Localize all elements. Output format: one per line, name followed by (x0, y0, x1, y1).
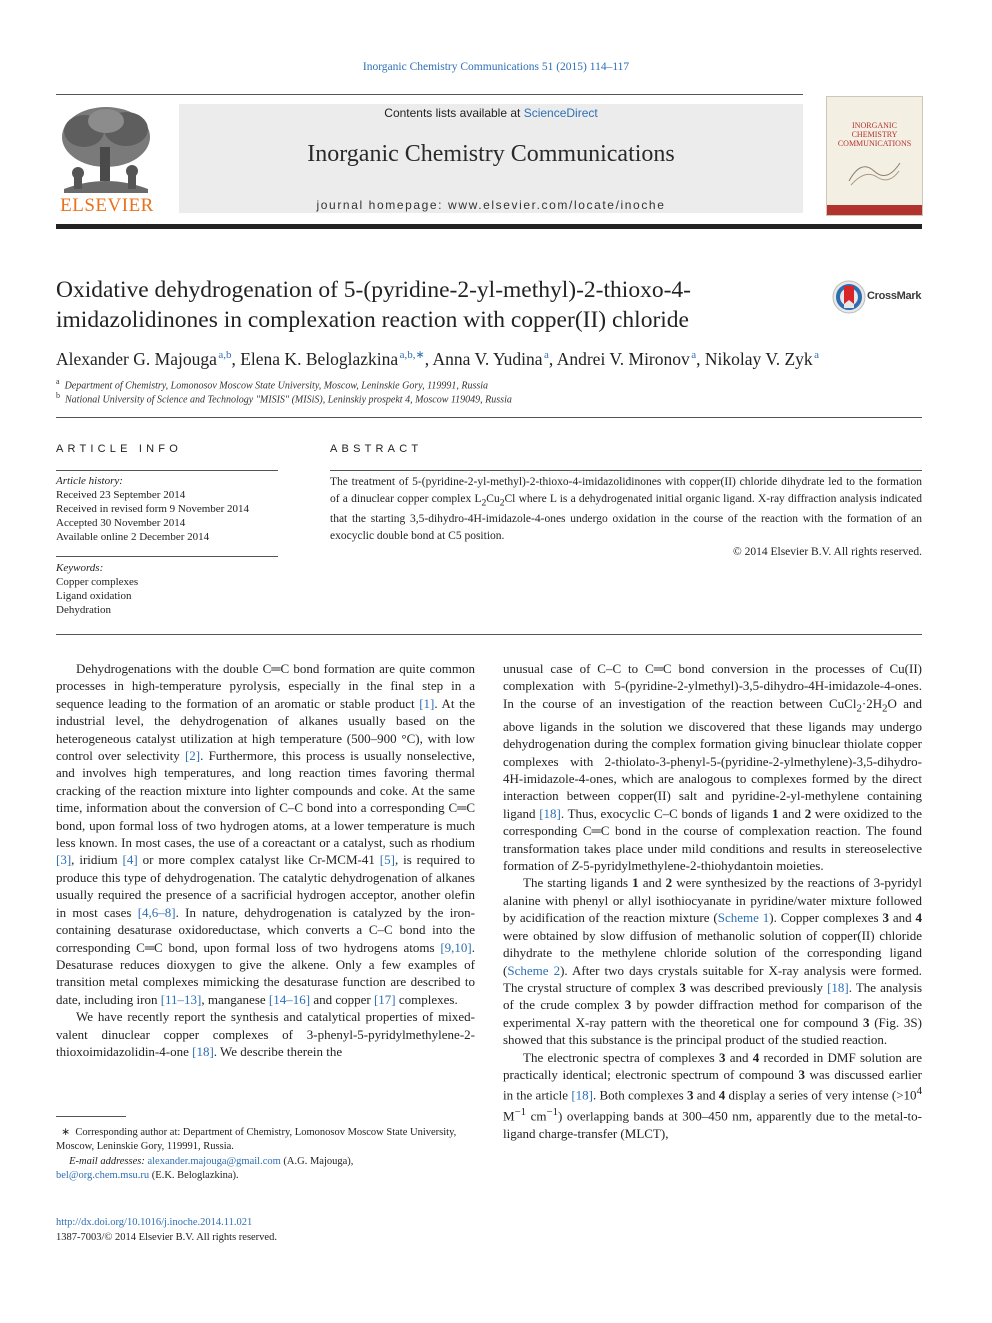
keyword: Dehydration (56, 604, 111, 616)
affiliation-rule (56, 417, 922, 418)
crossmark-icon[interactable] (832, 280, 866, 314)
header-rule (56, 94, 803, 95)
affiliation-b: $^b$ National University of Science and Technology "MISIS" (MISiS), Leninskiy prospekt 4, Moscow 119049, Russia (56, 391, 512, 406)
journal-title: Inorganic Chemistry Communications (307, 141, 675, 167)
reference-link[interactable]: [11–13] (160, 991, 202, 1007)
reference-link[interactable]: [4,6–8] (137, 904, 176, 920)
reference-link[interactable]: [18] (571, 1087, 593, 1103)
keywords: Keywords: Copper complexes Ligand oxidation Dehydration (56, 561, 278, 617)
cover-stripe (827, 205, 922, 215)
article-info-heading: ARTICLE INFO (56, 443, 182, 455)
reference-link[interactable]: [5] (379, 852, 395, 868)
reference-link[interactable]: [18] (827, 979, 849, 995)
reference-link[interactable]: [4] (122, 852, 138, 868)
reference-link[interactable]: [18] (539, 805, 561, 821)
author-affiliation-mark[interactable]: a (544, 349, 549, 361)
author-affiliation-mark[interactable]: a (691, 349, 697, 361)
journal-cover-thumbnail[interactable] (826, 96, 923, 216)
contents-line: Contents lists available at ScienceDirect (384, 106, 598, 120)
author-name[interactable]: Nikolay V. Zyk (704, 348, 813, 369)
author-name[interactable]: Alexander G. Majouga (56, 348, 217, 369)
reference-link[interactable]: [9,10] (440, 939, 472, 955)
email-link[interactable]: bel@org.chem.msu.ru (56, 1170, 150, 1182)
affiliation-a: $^a$ Department of Chemistry, Lomonosov Moscow State University, Moscow, Leninskie Gory, 119991, Russia (56, 377, 489, 392)
reference-link[interactable]: [17] (373, 991, 396, 1007)
abstract-rule (330, 470, 922, 471)
reference-link[interactable]: [3] (56, 852, 72, 868)
cover-art (847, 153, 902, 187)
journal-citation-link[interactable]: Inorganic Chemistry Communications 51 (2015) 114–117 (362, 61, 630, 73)
cover-title: INORGANIC CHEMISTRY COMMUNICATIONS (837, 121, 912, 148)
reference-link[interactable]: [1] (419, 695, 435, 711)
author-affiliation-mark[interactable]: a (814, 349, 819, 361)
abstract-text: The treatment of 5-(pyridine-2-yl-methyl)-2-thioxo-4-imidazolidinones with copper(II) chloride dihydrate led to the formation of a dinuclear copper complex $L_2Cu_2Cl$ where L is a dehydrogenated initial organic ligand. X-ray diffraction analysis indicated that the starting 3,5-dihydro-4H-imidazole-4-ones undergo oxidation in the course of the reaction with the formation of an exocyclic double bond at C5 position. © 2014 Elsevier B.V. All rights reserved. (330, 474, 922, 561)
header-thick-rule (56, 224, 922, 229)
reference-link[interactable]: [14–16] (268, 991, 311, 1007)
abstract-heading: ABSTRACT (330, 443, 423, 455)
reference-link[interactable]: [2] (184, 748, 201, 764)
article-history: Article history: Received 23 September 2014 Received in revised form 9 November 2014 Accepted 30 November 2014 Available online 2 December 2014 (56, 475, 250, 543)
article-info-rule (56, 470, 278, 471)
elsevier-wordmark: ELSEVIER (60, 195, 154, 216)
scheme-link[interactable]: Scheme 1 (717, 910, 770, 926)
reference-link[interactable]: [18] (192, 1043, 214, 1059)
scheme-link[interactable]: Scheme 2 (507, 962, 561, 978)
article-title: Oxidative dehydrogenation of 5-(pyridine-2-yl-methyl)-2-thioxo-4-imidazolidinones in complexation reaction with copper(II) chloride (56, 277, 691, 333)
abstract-copyright: © 2014 Elsevier B.V. All rights reserved. (733, 546, 922, 559)
sciencedirect-link[interactable]: ScienceDirect (523, 106, 598, 120)
author-affiliation-mark[interactable]: a,b (218, 349, 232, 361)
author-name[interactable]: Andrei V. Mironov (556, 348, 690, 369)
article-identifiers (56, 1216, 277, 1245)
doi-link[interactable]: http://dx.doi.org/10.1016/j.inoche.2014.11.021 (56, 1217, 253, 1228)
abstract-end-rule (56, 634, 922, 635)
footnote-rule (56, 1116, 126, 1117)
footnote: ∗ Corresponding author at: Department of Chemistry, Lomonosov Moscow State University, Moscow, Leninskie Gory, 119991, Russia. E-mail addresses: alexander.majouga@gmail.com (A.G. Majouga), bel@org.chem.msu.ru (E.K. Beloglazkina). (56, 1127, 457, 1182)
body-column-right: unusual case of C–C to C═C bond conversion in the processes of Cu(II) complexation with 5-(pyridine-2-ylmethyl)-3,5-dihydro-4H-imidazole-4-ones. In the course of an investigation of the reaction between $CuCl_2\cdot 2H_2O$ and above ligands in the solution we discovered that these ligands may undergo dehydrogenation during the complex formation giving binuclear thiolate copper complexes with 2-thiolato-3-phenyl-5-(pyridine-2-ylmethylene)-3,5-dihydro-4H-imidazole-4-ones, which are analogous to complexes formed by the direct interaction between copper(II) salt and pyridine-2-yl-methylene containing ligand [18]. Thus, exocyclic C–C bonds of ligands 1 and 2 were oxidized to the corresponding C═C bond in the course of complexation reaction. The found transformation takes place under mild conditions and results in stereoselective formation of Z-5-pyridylmethylene-2-thiohydantoin moieties. The starting ligands 1 and 2 were synthesized by the reactions of 3-pyridyl alanine with phenyl or allyl isothiocyanate in pyridine/water mixture followed by acidification of the reaction mixture (Scheme 1). Copper complexes 3 and 4 were obtained by slow diffusion of methanolic solution of copper(II) chloride dihydrate to the methylene chloride solution of the corresponding ligand (Scheme 2). After two days crystals suitable for X-ray analysis were formed. The crystal structure of complex 3 was described previously [18]. The analysis of the crude complex 3 by powder diffraction method for comparison of the experimental X-ray pattern with the theoretical one for compound 3 (Fig. 3S) showed that this substance is the principal product of the studied reaction. The electronic spectra of complexes 3 and 4 recorded in DMF solution are practically identical; electronic spectrum of compound 3 was discussed earlier in the article [18]. Both complexes 3 and 4 display a series of very intense ($>10^4$ $M^{-1}$ $cm^{-1}$) overlapping bands at 300–450 nm, apparently due to the metal-to-ligand charge-transfer (MLCT), (503, 661, 923, 1141)
email-link[interactable]: alexander.majouga@gmail.com (147, 1155, 281, 1167)
keyword: Ligand oxidation (56, 590, 132, 602)
crossmark-label[interactable]: CrossMark (867, 290, 922, 302)
journal-homepage[interactable]: journal homepage: www.elsevier.com/locate/inoche (316, 198, 666, 212)
keyword: Copper complexes (56, 576, 139, 588)
author-affiliation-mark[interactable]: a,b,∗ (399, 349, 425, 361)
author-list: Alexander G. Majouga $^{a,b}$, Elena K. Beloglazkina $^{a,b,∗}$, Anna V. Yudina $^a$, Andrei V. Mironov $^a$, Nikolay V. Zyk $^a$ (56, 348, 819, 369)
author-name[interactable]: Elena K. Beloglazkina (240, 348, 399, 369)
keywords-rule (56, 556, 278, 557)
issn-line: 1387-7003/© 2014 Elsevier B.V. All rights reserved. (56, 1231, 277, 1243)
body-column-left: Dehydrogenations with the double C═C bond formation are quite common processes in high-temperature pyrolysis, especially in the final step in a sequence leading to the formation of an aromatic or stable product [1]. At the industrial level, the dehydrogenation of alkanes usually based on the heterogeneous catalyst utilization at high temperature (500–900 °C), with low control over selectivity [2]. Furthermore, this process is usually nonselective, and involves high temperatures, and long reaction times favoring thermal cracking of the reaction mixture into lighter compounds and coke. At the same time, information about the conversion of C–C bond into a corresponding C═C bond, upon formal loss of two hydrogen atoms, at a lower temperature is much less known. In most cases, the use of a coreactant or a catalyst, such as rhodium [3], iridium [4] or more complex catalyst like Cr-MCM-41 [5], is required to produce this type of dehydrogenation. The catalytic dehydrogenation of alkanes usually required the presence of a sacrificial hydrogen acceptor, another olefin in most cases [4,6–8]. In nature, dehydrogenation is catalyzed by the iron-containing desaturase oxidoreductase, which converts a C–C bond into the corresponding C═C bond, upon formal loss of two hydrogens atoms [9,10]. Desaturase reduces dioxygen to give the alkene. Only a few examples of transition metal complexes mimicking the desaturase function are described to date, including iron [11–13], manganese [14–16] and copper [17] complexes. We have recently report the synthesis and catalytical properties of mixed-valent dinuclear copper complexes of 3-phenyl-5-pyridylmethylene-2-thioxoimidazolidin-4-one [18]. We describe therein the (56, 661, 476, 1059)
author-name[interactable]: Anna V. Yudina (432, 348, 543, 369)
